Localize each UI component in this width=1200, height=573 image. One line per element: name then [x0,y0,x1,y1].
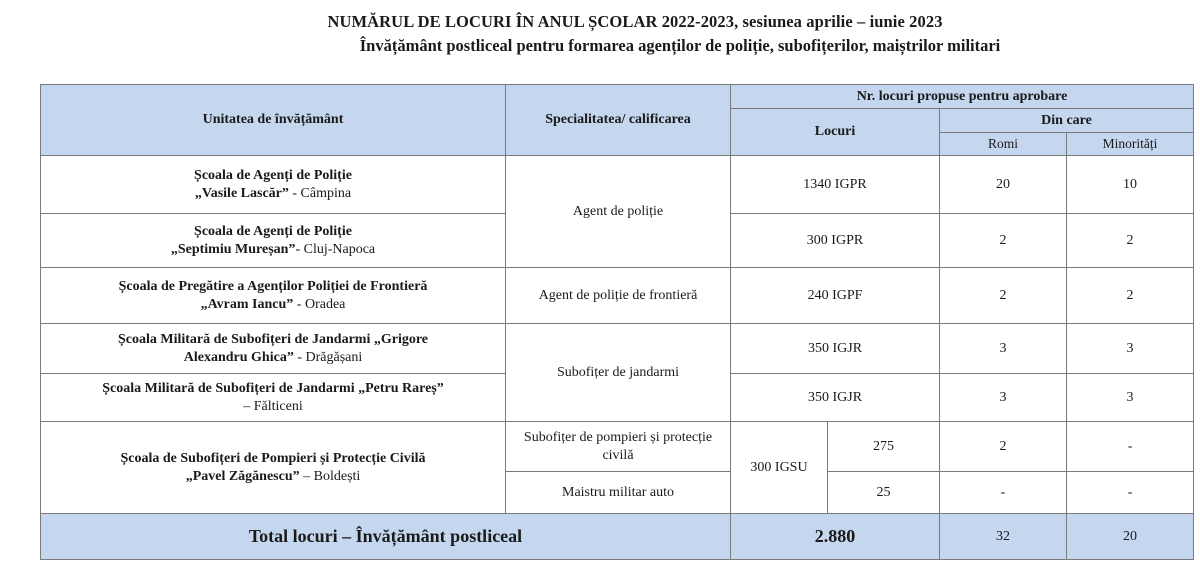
roma-cell: 3 [940,374,1067,422]
roma-cell: 2 [940,422,1067,472]
school-city: - Câmpina [288,185,352,201]
school-city: - Oradea [293,296,346,312]
roma-cell: - [940,472,1067,514]
total-row [41,514,1194,560]
places-cell: 1340 IGPR [731,156,940,214]
school-name: Școala Militară de Subofițeri de Jandarmi „Petru Rareș” [102,380,444,396]
school-cell [41,422,506,514]
school-name: Școala de Subofițeri de Pompieri și Protecție Civilă [120,450,426,466]
specialty-cell: Maistru militar auto [506,472,731,514]
places-cell: 350 IGJR [731,374,940,422]
specialty-cell: Agent de poliție de frontieră [506,268,731,324]
minorities-cell: 2 [1067,268,1194,324]
table-row [41,268,1194,324]
places-cell: 275 [828,422,940,472]
school-title: „Vasile Lascăr” [194,185,289,201]
minorities-cell: 10 [1067,156,1194,214]
school-title: „Pavel Zăgănescu” [185,468,300,484]
header-specialty: Specialitatea/ calificarea [506,85,731,156]
school-cell [41,214,506,268]
school-title: Alexandru Ghica” [183,349,294,365]
specialty-cell: Agent de poliție [506,156,731,268]
places-cell: 240 IGPF [731,268,940,324]
school-city: - Drăgășani [293,349,363,365]
school-title: „Septimiu Mureșan” [170,241,296,257]
school-city: - Cluj-Napoca [295,241,376,257]
school-title: „Avram Iancu” [200,296,294,312]
header-minorities: Minorități [1067,133,1194,156]
title-line2: Învățământ postliceal pentru formarea agenților de poliție, subofițerilor, maiștrilor militari [359,36,1001,55]
header-row-1 [41,85,1194,109]
total-places: 2.880 [731,514,940,560]
minorities-cell: 3 [1067,374,1194,422]
table-row [41,156,1194,214]
school-cell [41,268,506,324]
total-label: Total locuri – Învățământ postliceal [41,514,731,560]
header-unit: Unitatea de învățământ [41,85,506,156]
school-cell [41,324,506,374]
table-row [41,422,1194,472]
places-cell: 300 IGPR [731,214,940,268]
total-roma: 32 [940,514,1067,560]
header-places: Locuri [731,109,940,156]
specialty-cell: Subofițer de jandarmi [506,324,731,422]
table-row [41,324,1194,374]
school-city: – Fălticeni [243,398,303,414]
minorities-cell: 2 [1067,214,1194,268]
places-total-cell: 300 IGSU [731,422,828,514]
places-cell: 350 IGJR [731,324,940,374]
specialty-cell: Subofițer de pompieri și protecție civilă [506,422,731,472]
roma-cell: 2 [940,268,1067,324]
roma-cell: 20 [940,156,1067,214]
school-name: Școala de Agenți de Poliție [194,167,352,183]
places-cell: 25 [828,472,940,514]
school-name: Școala de Agenți de Poliție [194,223,352,239]
minorities-cell: - [1067,422,1194,472]
title-line1: NUMĂRUL DE LOCURI ÎN ANUL ȘCOLAR 2022-2023, sesiunea aprilie – iunie 2023 [327,12,943,31]
total-minorities: 20 [1067,514,1194,560]
header-roma: Romi [940,133,1067,156]
school-name: Școala de Pregătire a Agenților Poliției de Frontieră [118,278,428,294]
header-proposed: Nr. locuri propuse pentru aprobare [731,85,1194,109]
minorities-cell: 3 [1067,324,1194,374]
school-city: – Boldești [299,468,361,484]
school-name: Școala Militară de Subofițeri de Jandarmi „Grigore [117,331,429,347]
school-cell [41,374,506,422]
minorities-cell: - [1067,472,1194,514]
roma-cell: 3 [940,324,1067,374]
header-of-which: Din care [940,109,1194,133]
places-table [40,84,1194,560]
school-cell [41,156,506,214]
roma-cell: 2 [940,214,1067,268]
